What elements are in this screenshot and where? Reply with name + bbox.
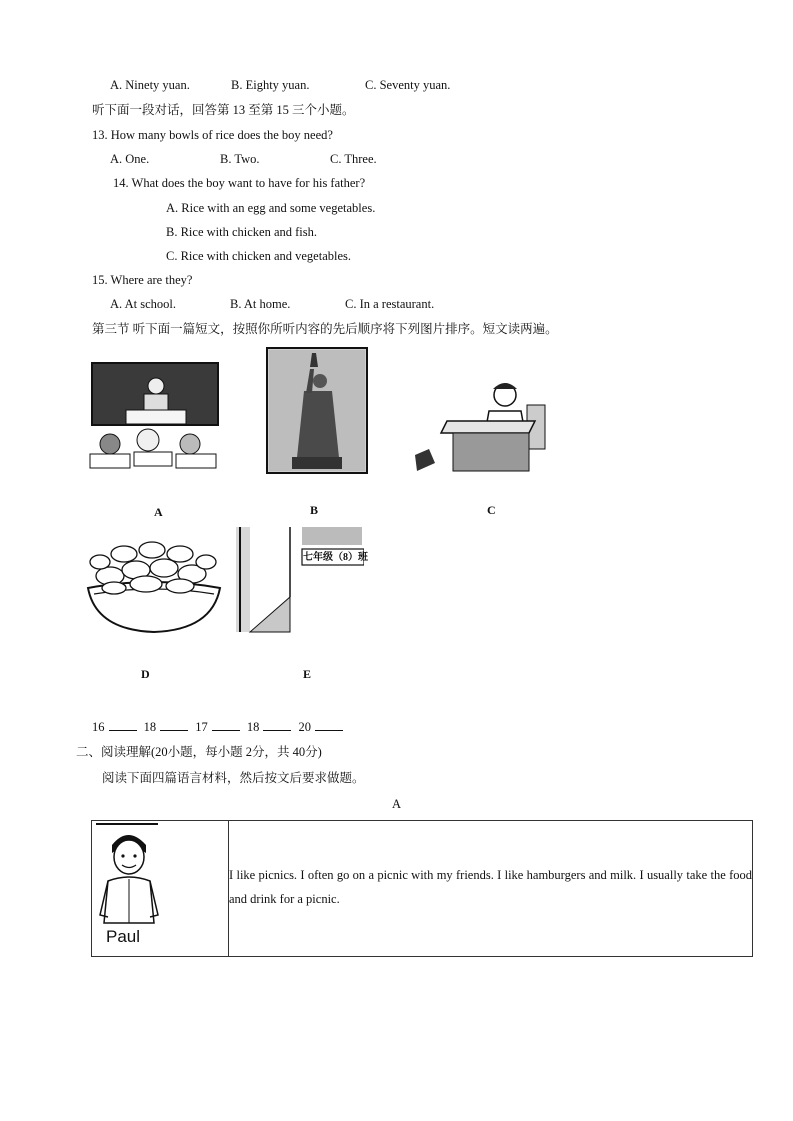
portrait-cell — [92, 821, 229, 957]
statue-of-liberty-picture — [266, 347, 368, 474]
q14-option-c: C. Rice with chicken and vegetables. — [166, 249, 352, 263]
order-number-2: 18 — [143, 720, 157, 734]
q13-option-b: B. Two. — [220, 152, 260, 166]
q12-option-a: A. Ninety yuan. — [110, 78, 190, 92]
dialog-instruction: 听下面一段对话，回答第 13 至第 15 三个小题。 — [92, 103, 355, 117]
classroom-door-picture — [234, 527, 364, 634]
order-number-3: 17 — [195, 720, 208, 734]
section3-instruction: 第三节 听下面一篇短文，按照你所听内容的先后顺序将下列图片排序。短文读两遍。 — [92, 322, 558, 336]
picture-label-a: A — [154, 505, 163, 519]
q12-option-b: B. Eighty yuan. — [231, 78, 310, 92]
q15-stem: 15. Where are they? — [92, 273, 193, 287]
q13-stem: 13. How many bowls of rice does the boy need? — [92, 128, 333, 142]
order-answer-line — [92, 719, 347, 735]
q12-option-c: C. Seventy yuan. — [365, 78, 451, 92]
part2-heading: 二、阅读理解(20小题，每小题 2分，共 40分) — [76, 745, 322, 759]
answer-blank[interactable] — [263, 719, 291, 731]
q14-option-a: A. Rice with an egg and some vegetables. — [166, 201, 376, 215]
q13-option-a: A. One. — [110, 152, 150, 166]
boy-portrait-picture — [96, 823, 162, 927]
passage-text-cell — [229, 821, 753, 957]
dumplings-bowl-picture — [84, 532, 224, 634]
answer-blank[interactable] — [212, 719, 240, 731]
order-number-5: 20 — [298, 720, 311, 734]
q15-option-a: A. At school. — [110, 297, 176, 311]
q15-option-b: B. At home. — [230, 297, 291, 311]
q15-option-c: C. In a restaurant. — [345, 297, 435, 311]
passage-label: A — [392, 797, 402, 811]
answer-blank[interactable] — [109, 719, 137, 731]
man-at-desk-picture — [413, 373, 553, 475]
answer-blank[interactable] — [315, 719, 343, 731]
picture-label-e: E — [303, 667, 312, 681]
order-number-1: 16 — [92, 720, 105, 734]
person-name: Paul — [106, 927, 141, 946]
order-number-4: 18 — [246, 720, 260, 734]
picture-label-d: D — [141, 667, 150, 681]
classroom-picture — [86, 358, 226, 476]
door-sign-text: 七年级（8）班 — [303, 552, 368, 563]
picture-label-c: C — [487, 503, 496, 517]
part2-instruction: 阅读下面四篇语言材料，然后按文后要求做题。 — [102, 771, 365, 785]
q14-stem: 14. What does the boy want to have for his father? — [113, 176, 366, 190]
q13-option-c: C. Three. — [330, 152, 377, 166]
q14-option-b: B. Rice with chicken and fish. — [166, 225, 318, 239]
passage-text: I like picnics. I often go on a picnic with my friends. I like hamburgers and milk. I usually take the food and drink for a picnic. — [229, 868, 752, 906]
picture-label-b: B — [310, 503, 319, 517]
answer-blank[interactable] — [160, 719, 188, 731]
passage-a-table — [91, 820, 753, 957]
